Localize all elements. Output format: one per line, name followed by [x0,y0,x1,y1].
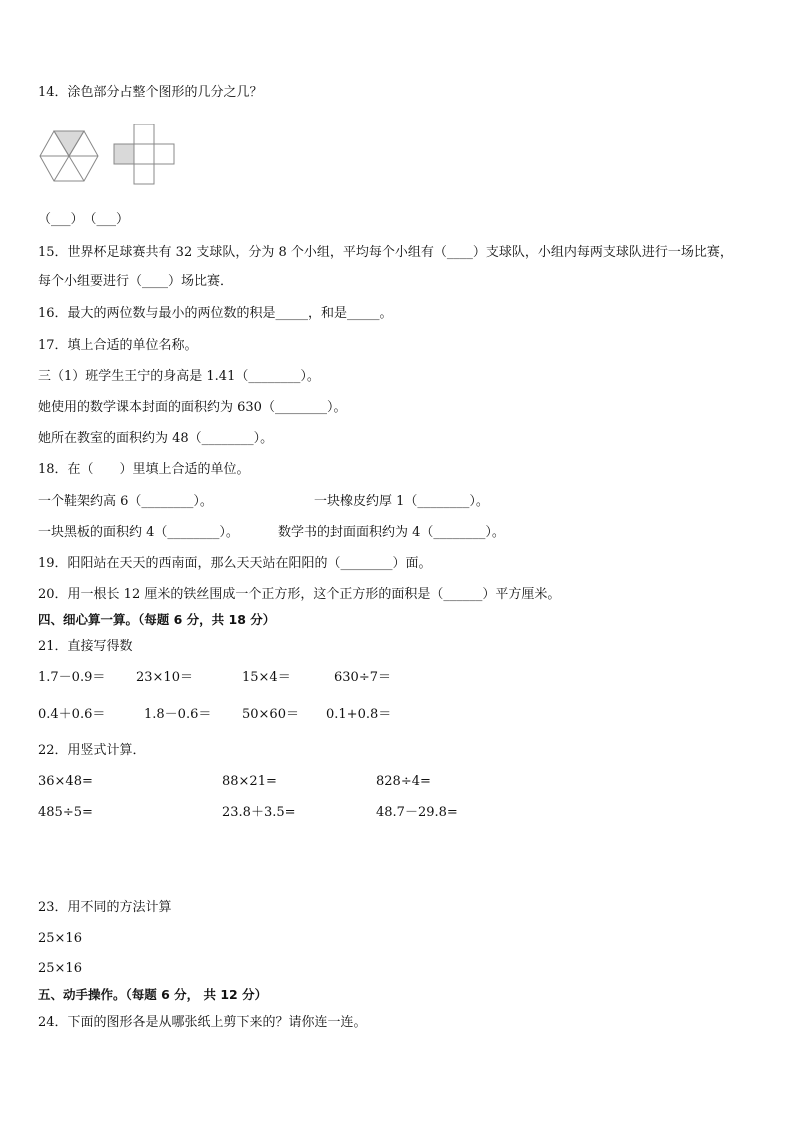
cross-figure [114,124,174,184]
q18-item-c: 一块黑板的面积约 4（________）。 [38,525,239,540]
q23-title: 23．用不同的方法计算 [38,900,172,915]
q22-item: 36×48= [38,774,93,789]
q23-item-a: 25×16 [38,931,82,946]
q22-item: 48.7－29.8= [376,805,458,820]
q21-item: 0.4＋0.6＝ [38,707,106,722]
q22-item: 23.8＋3.5= [222,805,296,820]
q18-item-b: 一块橡皮约厚 1（________）。 [314,494,489,509]
q18-item-d: 数学书的封面面积约为 4（________）。 [278,525,505,540]
section-4-heading: 四、细心算一算。（每题 6 分，共 18 分） [38,612,276,627]
q21-item: 1.8－0.6＝ [144,707,212,722]
q21-item: 1.7－0.9＝ [38,670,106,685]
q17-title: 17．填上合适的单位名称。 [38,338,198,353]
q17-item-a: 三（1）班学生王宁的身高是 1.41（________）。 [38,369,320,384]
q18-item-a: 一个鞋架约高 6（________）。 [38,494,213,509]
q14-text: 14．涂色部分占整个图形的几分之几？ [38,85,263,100]
hexagon-figure [40,131,98,181]
q24-text: 24．下面的图形各是从哪张纸上剪下来的？请你连一连。 [38,1015,367,1030]
q15-line1: 15．世界杯足球赛共有 32 支球队，分为 8 个小组，平均每个小组有（____）支球队，小组内每两支球队进行一场比赛， [38,245,733,260]
q20-text: 20．用一根长 12 厘米的铁丝围成一个正方形，这个正方形的面积是（______）平方厘米。 [38,587,561,602]
q22-item: 828÷4= [376,774,431,789]
q21-item: 0.1+0.8＝ [326,707,392,722]
q21-item: 15×4＝ [242,670,291,685]
q17-item-b: 她使用的数学课本封面的面积约为 630（________）。 [38,400,347,415]
q22-title: 22．用竖式计算． [38,743,146,758]
q21-item: 23×10＝ [136,670,193,685]
q22-item: 88×21= [222,774,277,789]
q16-text: 16．最大的两位数与最小的两位数的积是_____，和是_____。 [38,306,393,321]
section-5-heading: 五、动手操作。（每题 6 分， 共 12 分） [38,987,268,1002]
q22-item: 485÷5= [38,805,93,820]
q23-item-b: 25×16 [38,961,82,976]
q21-item: 50×60＝ [242,707,299,722]
q18-title: 18．在（ ）里填上合适的单位。 [38,462,250,477]
q14-figures [38,124,178,188]
q21-item: 630÷7＝ [334,670,391,685]
q15-line2: 每个小组要进行（____）场比赛． [38,274,234,289]
q17-item-c: 她所在教室的面积约为 48（________）。 [38,431,274,446]
q21-title: 21．直接写得数 [38,639,133,654]
q14-answer-blanks: （___） （___） [38,212,130,227]
q19-text: 19．阳阳站在天天的西南面，那么天天站在阳阳的（________）面。 [38,556,432,571]
